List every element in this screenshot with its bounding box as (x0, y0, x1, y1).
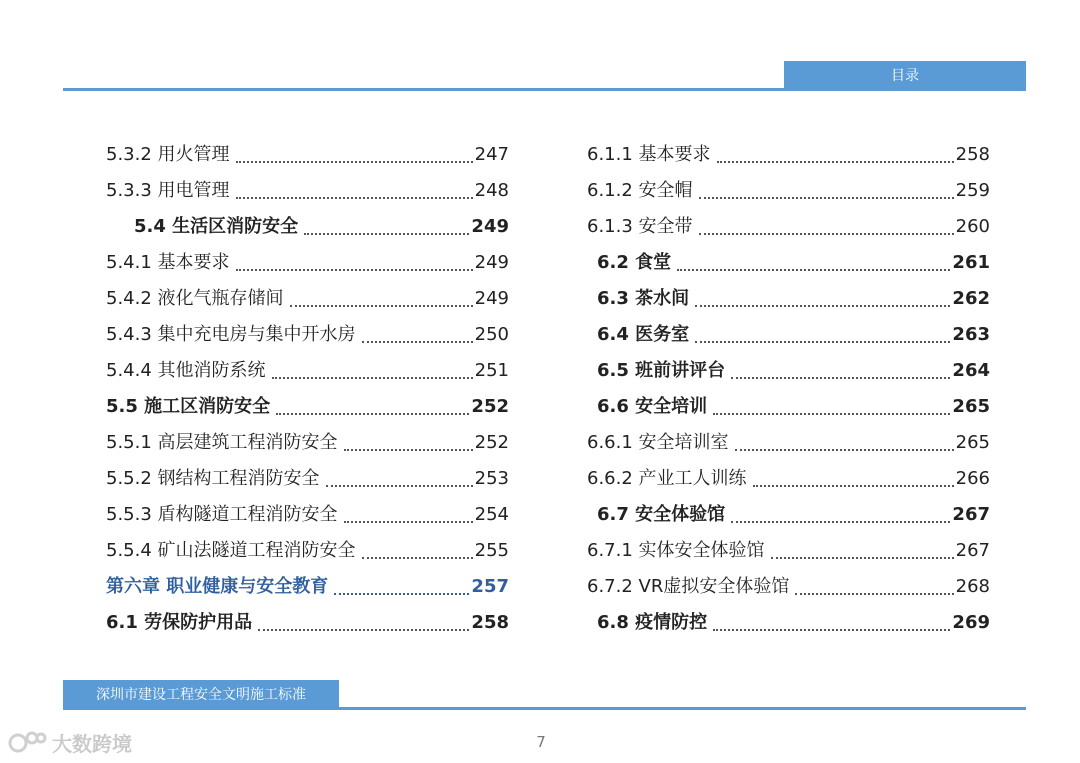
toc-entry[interactable] (104, 425, 509, 461)
toc-entry[interactable] (104, 497, 509, 533)
toc-entry-title: 6.5 班前讲评台 (597, 360, 726, 381)
toc-entry-title: 6.4 医务室 (597, 324, 690, 345)
toc-entry[interactable] (585, 569, 990, 605)
toc-dot-leader (326, 485, 473, 487)
toc-entry-page: 249 (474, 288, 509, 309)
toc-entry-page: 251 (474, 360, 509, 381)
toc-dot-leader (258, 629, 469, 631)
header-rule (63, 88, 1026, 91)
toc-entry-page: 265 (952, 396, 990, 417)
toc-entry[interactable] (585, 389, 990, 425)
toc-dot-leader (695, 305, 950, 307)
toc-entry-page: 267 (952, 504, 990, 525)
toc-dot-leader (695, 341, 950, 343)
toc-dot-leader (362, 557, 473, 559)
toc-entry[interactable] (104, 353, 509, 389)
toc-entry[interactable] (585, 497, 990, 533)
toc-entry-page: 247 (474, 144, 509, 165)
toc-entry[interactable] (585, 353, 990, 389)
toc-entry[interactable] (104, 317, 509, 353)
toc-entry-page: 250 (474, 324, 509, 345)
toc-entry-page: 248 (474, 180, 509, 201)
toc-entry[interactable] (104, 569, 509, 605)
toc-entry-page: 266 (955, 468, 990, 489)
toc-entry-page: 269 (952, 612, 990, 633)
toc-entry-title: 6.3 茶水间 (597, 288, 690, 309)
toc-entry-title: 第六章 职业健康与安全教育 (106, 576, 329, 597)
toc-entry[interactable] (585, 425, 990, 461)
toc-entry-page: 254 (474, 504, 509, 525)
toc-entry-title: 5.4.1 基本要求 (106, 252, 230, 273)
toc-dot-leader (344, 521, 473, 523)
toc-entry-title: 5.4 生活区消防安全 (134, 216, 299, 237)
toc-dot-leader (713, 629, 950, 631)
toc-entry[interactable] (585, 317, 990, 353)
toc-entry-title: 6.6.1 安全培训室 (587, 432, 729, 453)
toc-dot-leader (362, 341, 473, 343)
toc-entry-title: 5.4.4 其他消防系统 (106, 360, 266, 381)
toc-dot-leader (753, 485, 954, 487)
toc-entry[interactable] (104, 605, 509, 641)
toc-entry[interactable] (104, 173, 509, 209)
toc-entry-page: 257 (471, 576, 509, 597)
toc-entry[interactable] (104, 461, 509, 497)
toc-entry-title: 6.6.2 产业工人训练 (587, 468, 747, 489)
toc-entry-title: 5.4.2 液化气瓶存储间 (106, 288, 284, 309)
toc-entry-title: 6.1.2 安全帽 (587, 180, 693, 201)
page-number: 7 (536, 733, 546, 751)
toc-dot-leader (236, 161, 473, 163)
toc-entry[interactable] (585, 209, 990, 245)
toc-entry-title: 5.3.2 用火管理 (106, 144, 230, 165)
toc-entry-page: 253 (474, 468, 509, 489)
toc-entry-page: 261 (952, 252, 990, 273)
toc-entry-title: 5.5.2 钢结构工程消防安全 (106, 468, 320, 489)
toc-entry-page: 252 (471, 396, 509, 417)
toc-entry-page: 249 (471, 216, 509, 237)
toc-entry-title: 5.4.3 集中充电房与集中开水房 (106, 324, 356, 345)
toc-dot-leader (290, 305, 473, 307)
toc-entry[interactable] (104, 281, 509, 317)
toc-entry-title: 6.1 劳保防护用品 (106, 612, 253, 633)
toc-entry-title: 5.5.3 盾构隧道工程消防安全 (106, 504, 338, 525)
toc-entry[interactable] (585, 137, 990, 173)
toc-entry-title: 6.7.1 实体安全体验馆 (587, 540, 765, 561)
toc-entry[interactable] (585, 605, 990, 641)
toc-dot-leader (677, 269, 950, 271)
toc-entry-page: 252 (474, 432, 509, 453)
toc-entry[interactable] (104, 389, 509, 425)
toc-dot-leader (771, 557, 954, 559)
toc-entry-title: 6.8 疫情防控 (597, 612, 708, 633)
footer-tab (63, 680, 339, 707)
toc-entry[interactable] (585, 533, 990, 569)
toc-entry[interactable] (585, 173, 990, 209)
toc-entry-page: 249 (474, 252, 509, 273)
toc-dot-leader (731, 521, 950, 523)
toc-entry-title: 6.1.3 安全带 (587, 216, 693, 237)
toc-entry[interactable] (104, 245, 509, 281)
toc-dot-leader (699, 233, 954, 235)
toc-dot-leader (236, 269, 473, 271)
toc-dot-leader (717, 161, 954, 163)
toc-entry-title: 5.5.4 矿山法隧道工程消防安全 (106, 540, 356, 561)
toc-entry-title: 6.7.2 VR虚拟安全体验馆 (587, 576, 790, 597)
toc-dot-leader (236, 197, 473, 199)
footer-rule (63, 707, 1026, 710)
toc-entry-title: 6.7 安全体验馆 (597, 504, 726, 525)
toc-right-column (585, 137, 990, 641)
toc-dot-leader (735, 449, 954, 451)
toc-dot-leader (334, 593, 469, 595)
toc-entry[interactable] (104, 533, 509, 569)
toc-dot-leader (344, 449, 473, 451)
toc-entry-title: 6.1.1 基本要求 (587, 144, 711, 165)
toc-entry[interactable] (104, 209, 509, 245)
watermark-logo-icon (8, 728, 48, 756)
toc-entry-title: 6.6 安全培训 (597, 396, 708, 417)
toc-entry-page: 267 (955, 540, 990, 561)
toc-left-column (104, 137, 509, 641)
toc-dot-leader (304, 233, 469, 235)
toc-dot-leader (713, 413, 950, 415)
toc-entry-page: 264 (952, 360, 990, 381)
watermark (8, 726, 132, 758)
toc-entry-page: 263 (952, 324, 990, 345)
toc-entry[interactable] (585, 281, 990, 317)
section-tab-label: 目录 (891, 68, 919, 84)
watermark-text: 大数跨境 (52, 731, 132, 756)
toc-dot-leader (699, 197, 954, 199)
toc-entry-page: 265 (955, 432, 990, 453)
toc-entry[interactable] (585, 245, 990, 281)
toc-entry-page: 260 (955, 216, 990, 237)
section-tab (784, 61, 1026, 89)
toc-dot-leader (276, 413, 469, 415)
toc-entry-page: 258 (955, 144, 990, 165)
toc-entry-page: 262 (952, 288, 990, 309)
toc-entry[interactable] (104, 137, 509, 173)
toc-entry[interactable] (585, 461, 990, 497)
toc-entry-title: 5.5 施工区消防安全 (106, 396, 271, 417)
toc-dot-leader (795, 593, 953, 595)
toc-entry-page: 268 (955, 576, 990, 597)
toc-entry-page: 255 (474, 540, 509, 561)
toc-dot-leader (272, 377, 473, 379)
toc-entry-page: 258 (471, 612, 509, 633)
toc-entry-title: 5.5.1 高层建筑工程消防安全 (106, 432, 338, 453)
toc-entry-title: 6.2 食堂 (597, 252, 672, 273)
toc-entry-title: 5.3.3 用电管理 (106, 180, 230, 201)
toc-entry-page: 259 (955, 180, 990, 201)
toc-dot-leader (731, 377, 950, 379)
footer-tab-label: 深圳市建设工程安全文明施工标准 (96, 686, 306, 703)
